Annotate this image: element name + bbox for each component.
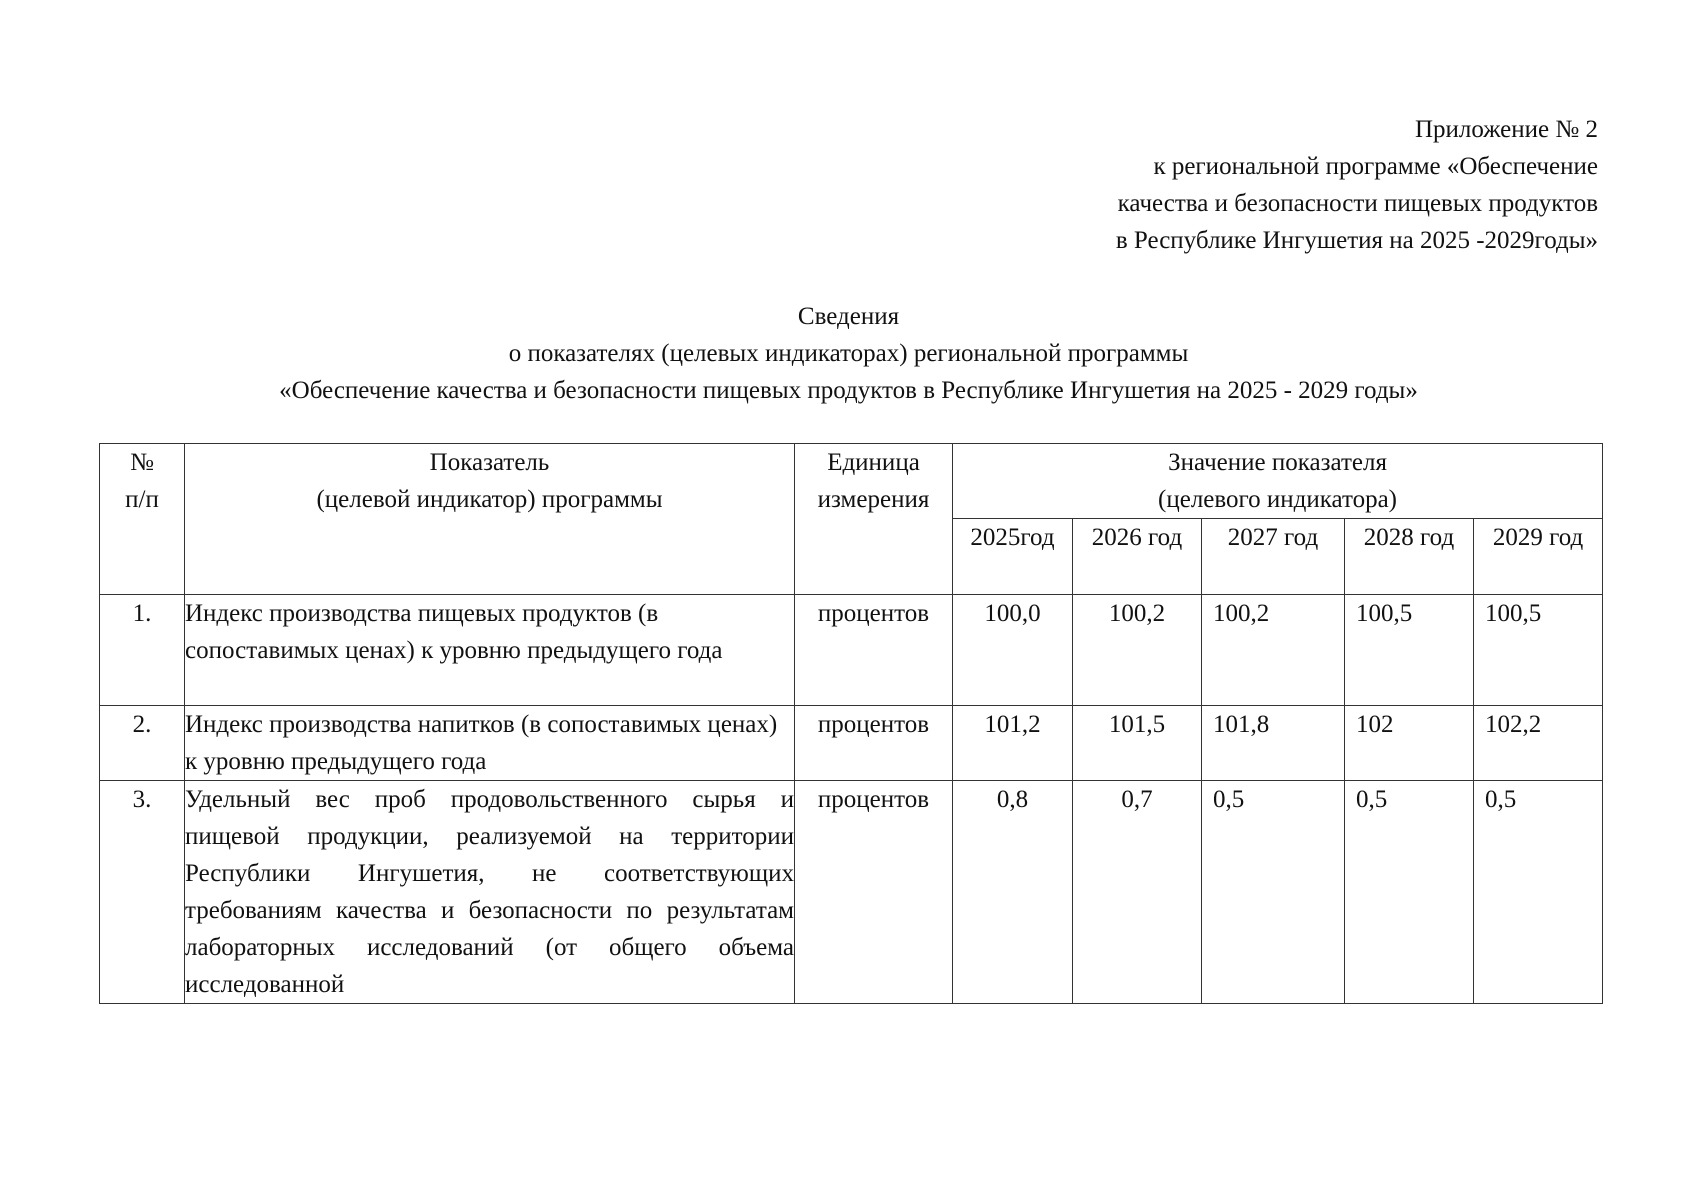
indicators-table: [99, 443, 1603, 1004]
row-unit: процентов: [795, 781, 953, 1004]
row-value: 0,7: [1073, 781, 1202, 1004]
title-line: о показателях (целевых индикаторах) региональной программы: [508, 340, 1189, 367]
table-row: [100, 781, 1603, 1004]
table-row: [100, 595, 1603, 706]
header-number: [100, 444, 185, 595]
header-indicator-line: Показатель: [429, 449, 550, 476]
header-indicator: [185, 444, 795, 595]
row-value: 100,0: [953, 595, 1073, 706]
row-value: 102,2: [1474, 706, 1603, 781]
row-value: 0,5: [1474, 781, 1603, 1004]
header-value: [953, 444, 1603, 519]
header-unit-line: Единица: [827, 449, 920, 476]
table-row: [100, 706, 1603, 781]
row-number: 1.: [100, 595, 185, 706]
appendix-header: [1116, 111, 1598, 259]
row-indicator: Индекс производства пищевых продуктов (в сопоставимых ценах) к уровню предыдущего года: [185, 595, 795, 706]
row-value: 101,8: [1202, 706, 1345, 781]
header-year: 2028 год: [1345, 519, 1474, 595]
title-line: «Обеспечение качества и безопасности пищевых продуктов в Республике Ингушетия на 2025 - 2029 годы»: [279, 377, 1418, 404]
header-unit-line: измерения: [817, 486, 930, 513]
row-indicator: Удельный вес проб продовольственного сырья и пищевой продукции, реализуемой на территории Республики Ингушетия, не соответствующих требованиям качества и безопасности по результатам лабораторных исследований (от общего объема исследованной: [185, 781, 795, 1004]
header-indicator-line: (целевой индикатор) программы: [316, 486, 663, 513]
row-indicator: Индекс производства напитков (в сопоставимых ценах) к уровню предыдущего года: [185, 706, 795, 781]
header-number-line: п/п: [125, 486, 159, 513]
appendix-line: Приложение № 2: [1414, 116, 1598, 143]
header-value-line: (целевого индикатора): [1158, 486, 1398, 513]
header-year: 2026 год: [1073, 519, 1202, 595]
row-value: 0,8: [953, 781, 1073, 1004]
document-title: [0, 298, 1697, 409]
header-year: 2025год: [953, 519, 1073, 595]
row-value: 100,5: [1345, 595, 1474, 706]
row-number: 3.: [100, 781, 185, 1004]
row-value: 0,5: [1202, 781, 1345, 1004]
row-value: 0,5: [1345, 781, 1474, 1004]
appendix-line: к региональной программе «Обеспечение: [1153, 153, 1598, 180]
row-unit: процентов: [795, 706, 953, 781]
row-value: 100,2: [1202, 595, 1345, 706]
header-unit: [795, 444, 953, 595]
row-value: 100,2: [1073, 595, 1202, 706]
appendix-line: в Республике Ингушетия на 2025 -2029годы»: [1115, 227, 1598, 254]
row-number: 2.: [100, 706, 185, 781]
header-value-line: Значение показателя: [1168, 449, 1387, 476]
header-year: 2029 год: [1474, 519, 1603, 595]
table-header-row: [100, 444, 1603, 519]
row-value: 102: [1345, 706, 1474, 781]
header-year: 2027 год: [1202, 519, 1345, 595]
appendix-line: качества и безопасности пищевых продуктов: [1117, 190, 1598, 217]
header-number-line: №: [130, 449, 154, 476]
row-unit: процентов: [795, 595, 953, 706]
row-value: 101,5: [1073, 706, 1202, 781]
title-line: Сведения: [797, 303, 900, 330]
row-value: 101,2: [953, 706, 1073, 781]
row-value: 100,5: [1474, 595, 1603, 706]
